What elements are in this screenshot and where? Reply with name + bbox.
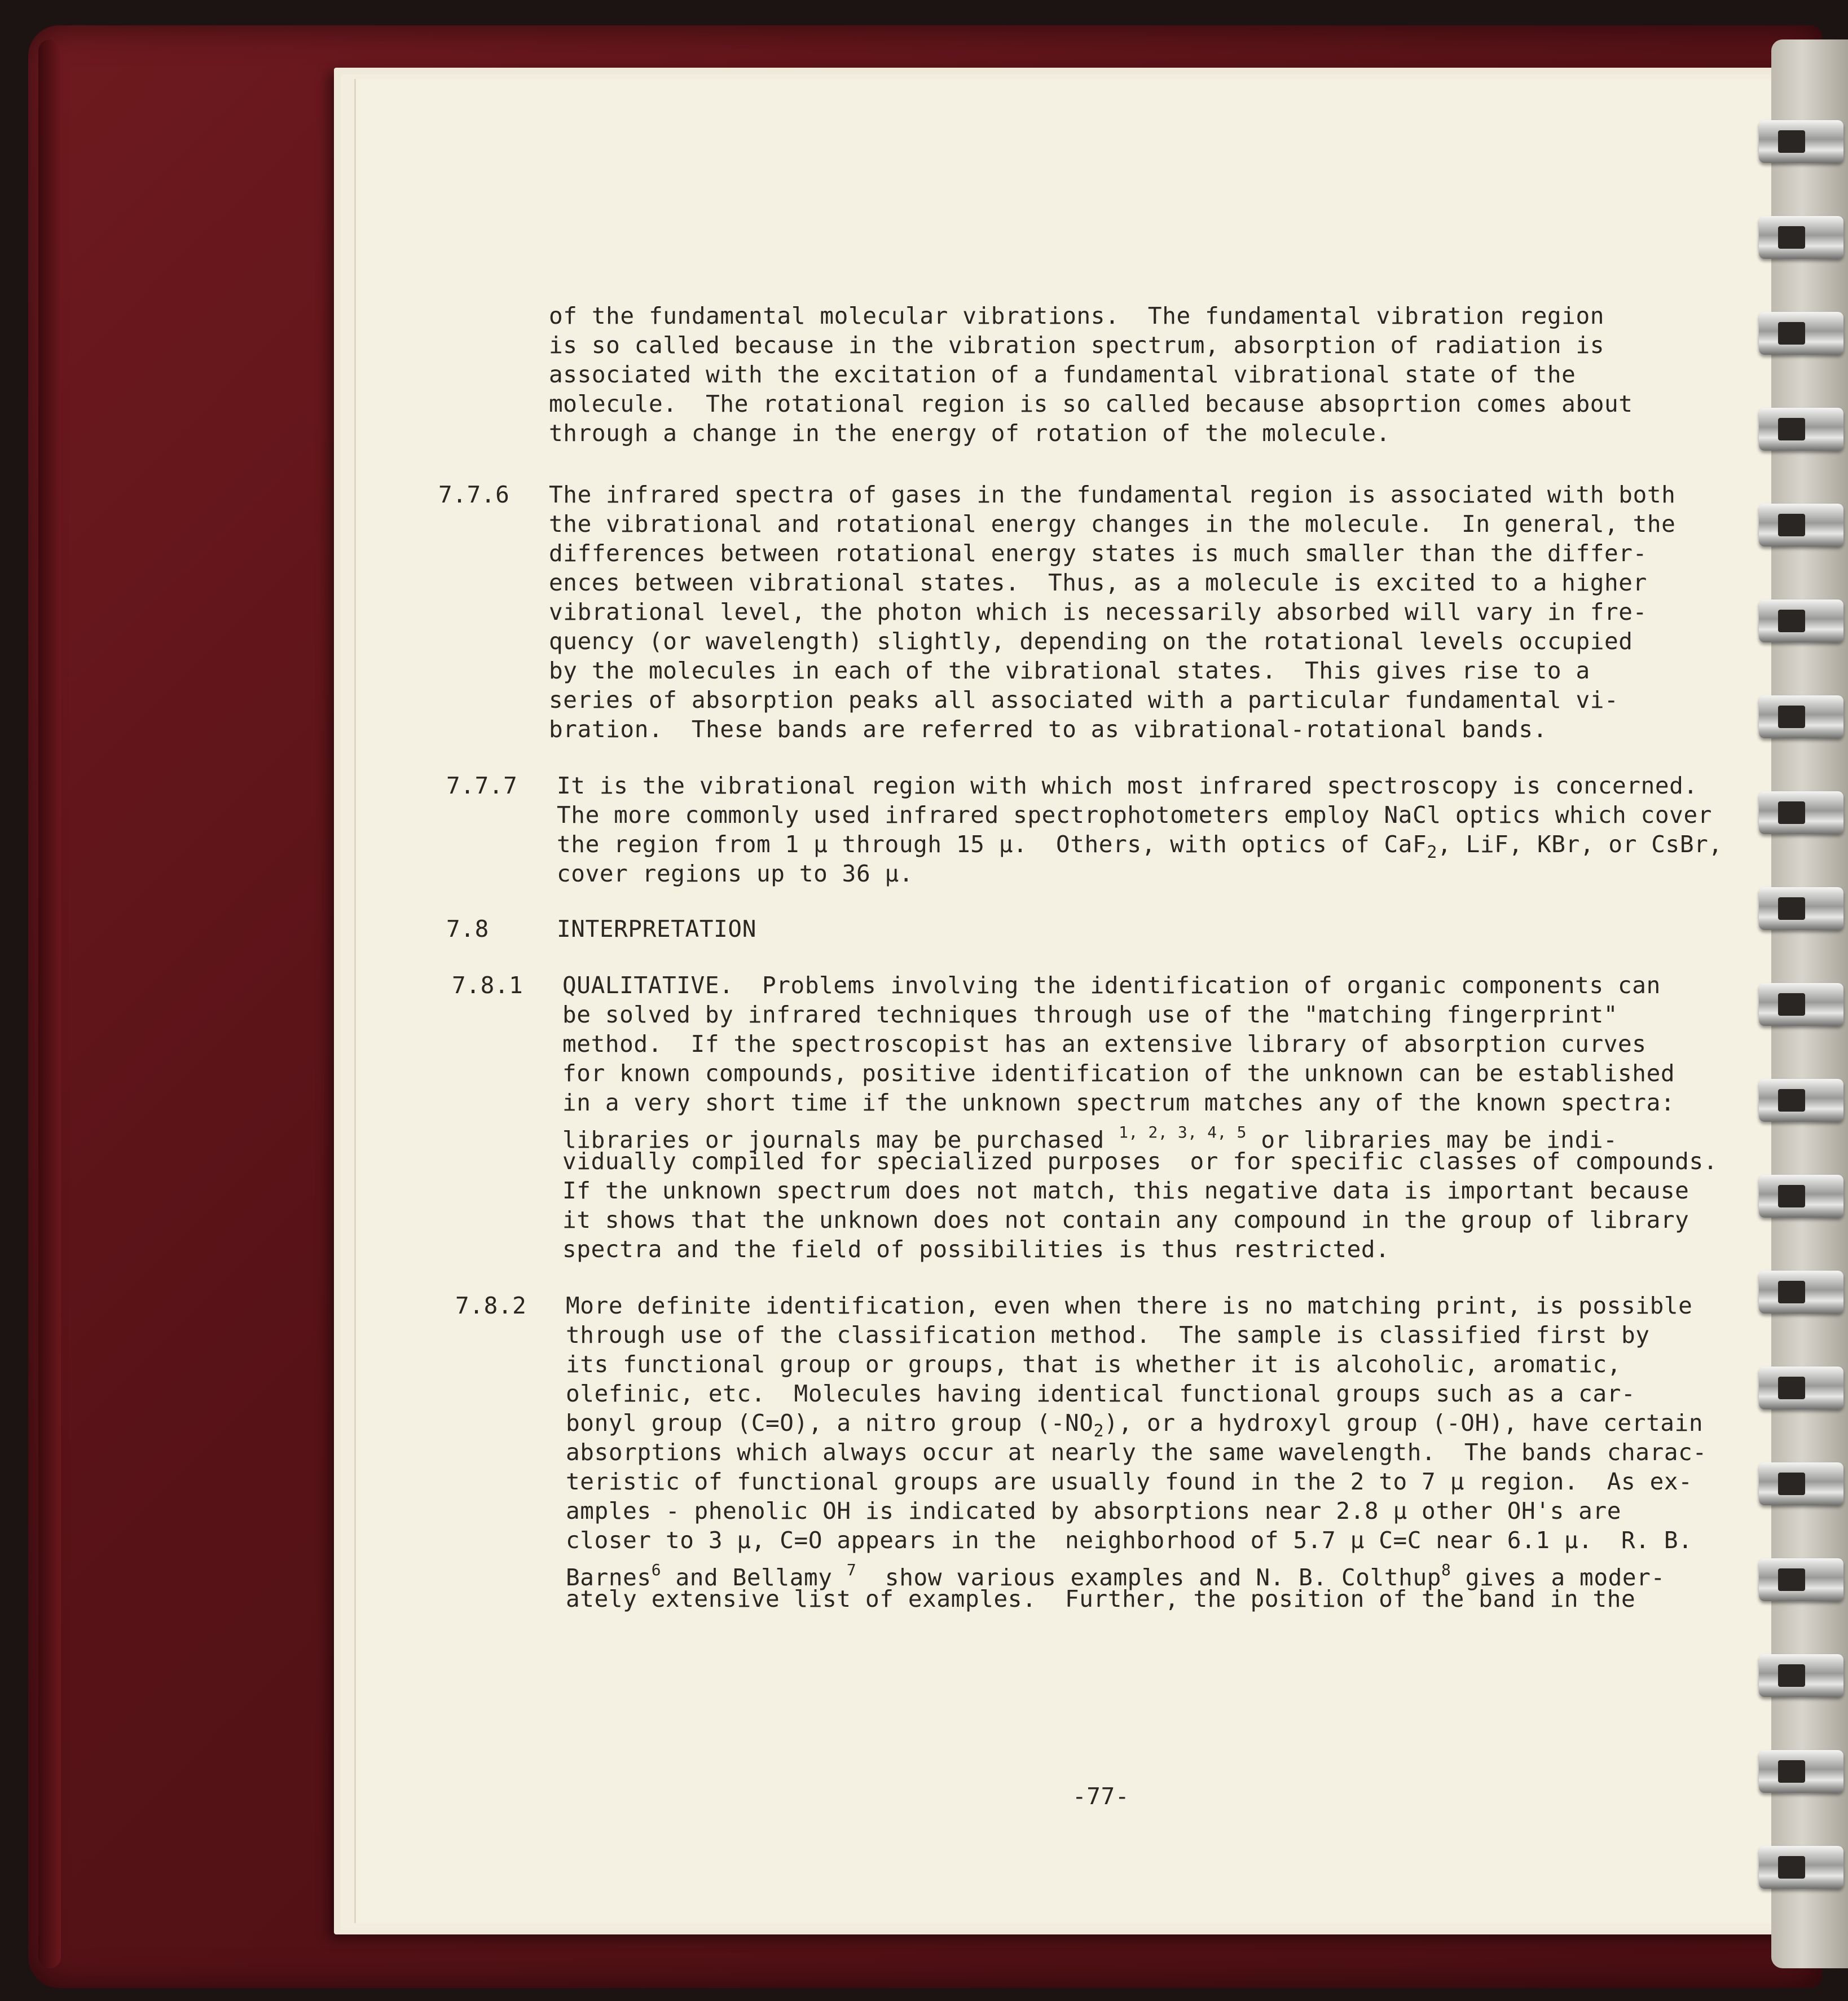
text-line: spectra and the field of possibilities is thus restricted. [562,1236,1390,1263]
text-line: method. If the spectroscopist has an extensive library of absorption curves [562,1030,1647,1057]
text-line: absorptions which always occur at nearly the same wavelength. The bands charac- [566,1439,1707,1466]
binder-ring [1759,883,1848,935]
section-number: 7.8.1 [452,972,523,999]
text-segment: Barnes [566,1564,652,1591]
section-number: 7.7.7 [446,772,518,799]
reference-superscripts: 1, 2, 3, 4, 5 [1119,1123,1247,1141]
page-number: -77- [1072,1783,1130,1810]
section-number: 7.8.2 [455,1292,527,1319]
text-line: The more commonly used infrared spectrophotometers employ NaCl optics which cover [557,801,1713,828]
binder-ring [1759,403,1848,455]
text-line: bration. These bands are referred to as vibrational-rotational bands. [549,716,1547,743]
binder-ring [1759,1746,1848,1797]
binder-ring [1759,979,1848,1030]
text-line: closer to 3 μ, C=O appears in the neighborhood of 5.7 μ C=C near 6.1 μ. R. B. [566,1527,1693,1554]
text-line: it shows that the unknown does not contain any compound in the group of library [562,1206,1689,1233]
text-line: the vibrational and rotational energy changes in the molecule. In general, the [549,510,1676,537]
text-segment: gives a moder- [1451,1564,1665,1591]
binder-ring [1759,595,1848,647]
section-number: 7.7.6 [438,481,510,508]
binder-ring [1759,211,1848,263]
subscript: 2 [1427,843,1438,862]
subscript: 2 [1093,1421,1105,1441]
text-line: series of absorption peaks all associated with a particular fundamental vi- [549,686,1619,713]
text-line: More definite identification, even when there is no matching print, is possible [566,1292,1693,1319]
text-line: associated with the excitation of a fundamental vibrational state of the [549,361,1576,388]
text-line: QUALITATIVE. Problems involving the identification of organic components can [562,972,1661,999]
text-segment: or libraries may be indi- [1247,1126,1618,1153]
reference-superscript: 6 [651,1561,662,1579]
text-line: differences between rotational energy states is much smaller than the differ- [549,540,1647,567]
binder-ring [1759,499,1848,551]
text-line: ences between vibrational states. Thus, as a molecule is excited to a higher [549,569,1647,596]
text-segment: the region from 1 μ through 15 μ. Others, with optics of CaF [557,831,1427,858]
binder-ring [1759,307,1848,359]
binder-ring [1759,1458,1848,1510]
text-line: olefinic, etc. Molecules having identical functional groups such as a car- [566,1380,1636,1407]
text-line: be solved by infrared techniques through use of the "matching fingerprint" [562,1001,1618,1028]
reference-superscript: 8 [1441,1561,1451,1579]
text-line: through use of the classification method. The sample is classified first by [566,1321,1650,1348]
binder-ring [1759,1841,1848,1893]
binder-ring [1759,1362,1848,1414]
text-line: ately extensive list of examples. Further, the position of the band in the [566,1585,1636,1612]
binder-ring [1759,1170,1848,1222]
text-line: by the molecules in each of the vibrational states. This gives rise to a [549,657,1590,684]
binder-ring [1759,116,1848,168]
document-page [354,79,1789,1923]
text-line: amples - phenolic OH is indicated by absorptions near 2.8 μ other OH's are [566,1497,1622,1524]
text-line: cover regions up to 36 μ. [557,860,914,887]
text-segment: show various examples and N. B. Colthup [856,1564,1442,1591]
text-line: quency (or wavelength) slightly, depending on the rotational levels occupied [549,628,1633,655]
binder-ring [1759,787,1848,839]
text-segment: bonyl group (C=O), a nitro group (-NO [566,1409,1094,1436]
text-line: vibrational level, the photon which is necessarily absorbed will vary in fre- [549,598,1647,625]
text-line: If the unknown spectrum does not match, this negative data is important because [562,1177,1689,1204]
text-segment: libraries or journals may be purchased [562,1126,1105,1153]
binder-edge [38,39,61,1968]
text-line: in a very short time if the unknown spectrum matches any of the known spectra: [562,1089,1675,1116]
text-line: through a change in the energy of rotation of the molecule. [549,420,1391,447]
page-text [356,79,1723,1862]
text-segment: and Bellamy [661,1564,847,1591]
reference-superscript: 7 [846,1561,857,1579]
text-line: is so called because in the vibration spectrum, absorption of radiation is [549,332,1605,359]
text-line: The infrared spectra of gases in the fundamental region is associated with both [549,481,1676,508]
section-number: 7.8 [446,915,489,942]
binder-ring [1759,1266,1848,1318]
text-segment: ), or a hydroxyl group (-OH), have certain [1104,1409,1704,1436]
binder-ring [1759,691,1848,743]
text-line: It is the vibrational region with which most infrared spectroscopy is concerned. [557,772,1698,799]
text-line: vidually compiled for specialized purposes or for specific classes of compounds. [562,1148,1718,1175]
text-line: for known compounds, positive identification of the unknown can be established [562,1060,1675,1087]
binder-ring [1759,1074,1848,1126]
text-segment: , LiF, KBr, or CsBr, [1437,831,1723,858]
text-line: of the fundamental molecular vibrations. The fundamental vibration region [549,302,1605,329]
binder-ring [1759,1650,1848,1702]
text-line: molecule. The rotational region is so called because absoprtion comes about [549,390,1633,417]
text-line: teristic of functional groups are usually found in the 2 to 7 μ region. As ex- [566,1468,1693,1495]
section-heading: INTERPRETATION [557,915,756,942]
binder-ring [1759,1554,1848,1606]
text-line: its functional group or groups, that is whether it is alcoholic, aromatic, [566,1351,1622,1378]
